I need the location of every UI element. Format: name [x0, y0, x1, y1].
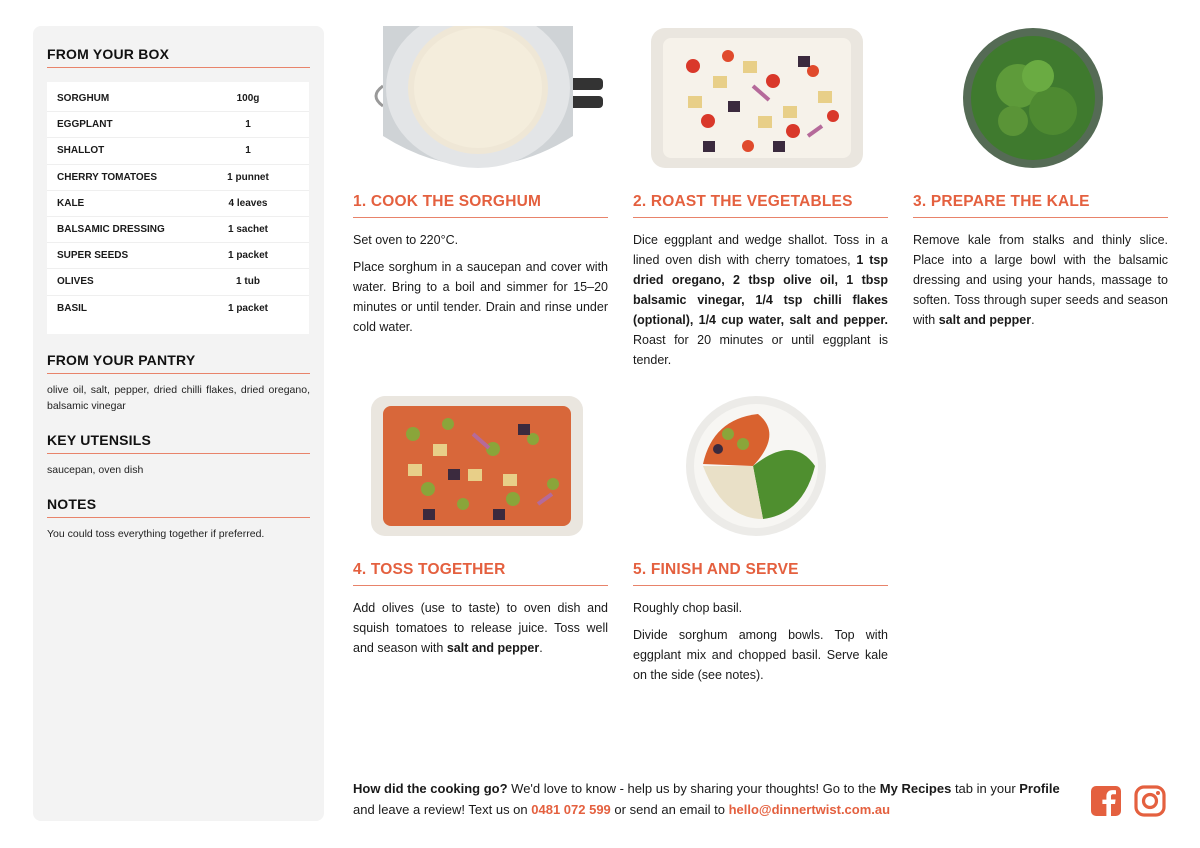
step-text: . [539, 641, 543, 655]
step-body [633, 230, 888, 370]
ingredient-quantity: 1 packet [227, 250, 269, 262]
served-bowl-image [633, 394, 888, 542]
step-5 [633, 394, 888, 692]
step-text: Add olives (use to taste) to oven dish and squish tomatoes to release juice. Toss well and season with [353, 601, 608, 655]
step-paragraph [633, 625, 888, 685]
step-text: Dice eggplant and wedge shallot. Toss in a lined oven dish with cherry tomatoes, [633, 233, 888, 267]
step-paragraph [353, 230, 608, 250]
step-text: Roast for 20 minutes or until eggplant is tender. [633, 333, 888, 367]
step-title: 5. FINISH AND SERVE [633, 561, 888, 586]
ingredient-row [47, 112, 309, 138]
ingredient-quantity: 1 [245, 119, 251, 131]
step-body [353, 230, 608, 337]
footer-text: We'd love to know - help us by sharing your thoughts! Go to the [507, 781, 880, 796]
step-paragraph [633, 598, 888, 618]
ingredient-name: BALSAMIC DRESSING [57, 224, 165, 236]
step-body [633, 598, 888, 685]
step-text: Set oven to 220°C. [353, 233, 459, 247]
ingredient-quantity: 1 punnet [227, 171, 269, 183]
step-paragraph [353, 598, 608, 658]
ingredient-name: OLIVES [57, 276, 94, 288]
kale-bowl-image [913, 26, 1168, 174]
ingredient-name: BASIL [57, 303, 87, 315]
step-text: Roughly chop basil. [633, 601, 743, 615]
ingredient-row [47, 86, 309, 112]
ingredient-quantity: 1 sachet [227, 224, 269, 236]
step-text: Divide sorghum among bowls. Top with eggplant mix and chopped basil. Serve kale on the side (see notes). [633, 628, 888, 682]
ingredient-name: SUPER SEEDS [57, 250, 129, 262]
notes-text: You could toss everything together if preferred. [47, 527, 265, 540]
from-your-pantry-heading: FROM YOUR PANTRY [47, 352, 310, 374]
ingredient-name: KALE [57, 197, 85, 209]
step-4 [353, 394, 608, 665]
sorghum-in-strainer-image [353, 26, 608, 174]
step-paragraph [353, 257, 608, 337]
from-your-box-heading: FROM YOUR BOX [47, 46, 310, 68]
ingredient-quantity: 1 [245, 145, 251, 157]
ingredient-row [47, 191, 309, 217]
ingredient-row [47, 296, 309, 322]
ingredient-quantity: 4 leaves [228, 197, 268, 209]
ingredient-row [47, 269, 309, 295]
step-1 [353, 26, 608, 344]
ingredients-sidebar [33, 26, 324, 821]
ingredient-row [47, 138, 309, 164]
utensils-section [47, 432, 310, 478]
utensils-text: saucepan, oven dish [47, 463, 144, 476]
profile-link[interactable]: Profile [1019, 781, 1060, 796]
my-recipes-link[interactable]: My Recipes [879, 781, 952, 796]
ingredient-quantity: 1 tub [236, 276, 260, 288]
step-body [913, 230, 1168, 330]
step-text: . [1031, 313, 1035, 327]
step-title: 2. ROAST THE VEGETABLES [633, 193, 888, 218]
footer-text: or send an email to [610, 802, 729, 817]
step-text: Place sorghum in a saucepan and cover with water. Bring to a boil and simmer for 15–20 minutes or until tender. Drain and rinse under cold water. [353, 260, 608, 334]
footer-text: tab in your [951, 781, 1020, 796]
ingredient-name: SHALLOT [57, 145, 105, 157]
footer-question: How did the cooking go? [353, 781, 508, 796]
step-paragraph [633, 230, 888, 370]
ingredient-quantity: 1 packet [227, 303, 269, 315]
step-emphasis: 1 tsp dried oregano, 2 tbsp olive oil, 1 tbsp balsamic vinegar, 1/4 tsp chilli flakes (optional), 1/4 cup water, salt and pepper. [633, 253, 888, 327]
ingredient-name: CHERRY TOMATOES [57, 171, 158, 183]
step-text: Remove kale from stalks and thinly slice. Place into a large bowl with the balsamic dressing and using your hands, massage to soften. Toss through super seeds and season with [913, 233, 1168, 327]
step-body [353, 598, 608, 658]
instagram-icon[interactable] [1134, 785, 1166, 817]
notes-heading: NOTES [47, 496, 310, 518]
ingredient-name: SORGHUM [57, 93, 110, 105]
pantry-section [47, 352, 310, 414]
roasted-vegetables-dish-image [633, 26, 888, 174]
ingredient-row [47, 165, 309, 191]
step-3 [913, 26, 1168, 337]
ingredient-quantity: 100g [236, 93, 260, 105]
step-emphasis: salt and pepper [446, 641, 540, 655]
notes-section [47, 496, 310, 542]
pantry-text: olive oil, salt, pepper, dried chilli flakes, dried oregano, balsamic vinegar [47, 383, 310, 412]
ingredient-row [47, 217, 309, 243]
ingredients-table [47, 82, 309, 334]
step-2 [633, 26, 888, 377]
ingredient-row [47, 243, 309, 269]
phone-number[interactable]: 0481 072 599 [531, 802, 611, 817]
step-paragraph [913, 230, 1168, 330]
step-emphasis: salt and pepper [938, 313, 1032, 327]
tossed-oven-dish-image [353, 394, 608, 542]
ingredient-name: EGGPLANT [57, 119, 113, 131]
step-title: 1. COOK THE SORGHUM [353, 193, 608, 218]
step-title: 4. TOSS TOGETHER [353, 561, 608, 586]
footer-text: and leave a review! Text us on [353, 802, 532, 817]
step-title: 3. PREPARE THE KALE [913, 193, 1168, 218]
email-link[interactable]: hello@dinnertwist.com.au [728, 802, 891, 817]
feedback-footer [353, 778, 1073, 820]
key-utensils-heading: KEY UTENSILS [47, 432, 310, 454]
facebook-icon[interactable] [1090, 785, 1122, 817]
